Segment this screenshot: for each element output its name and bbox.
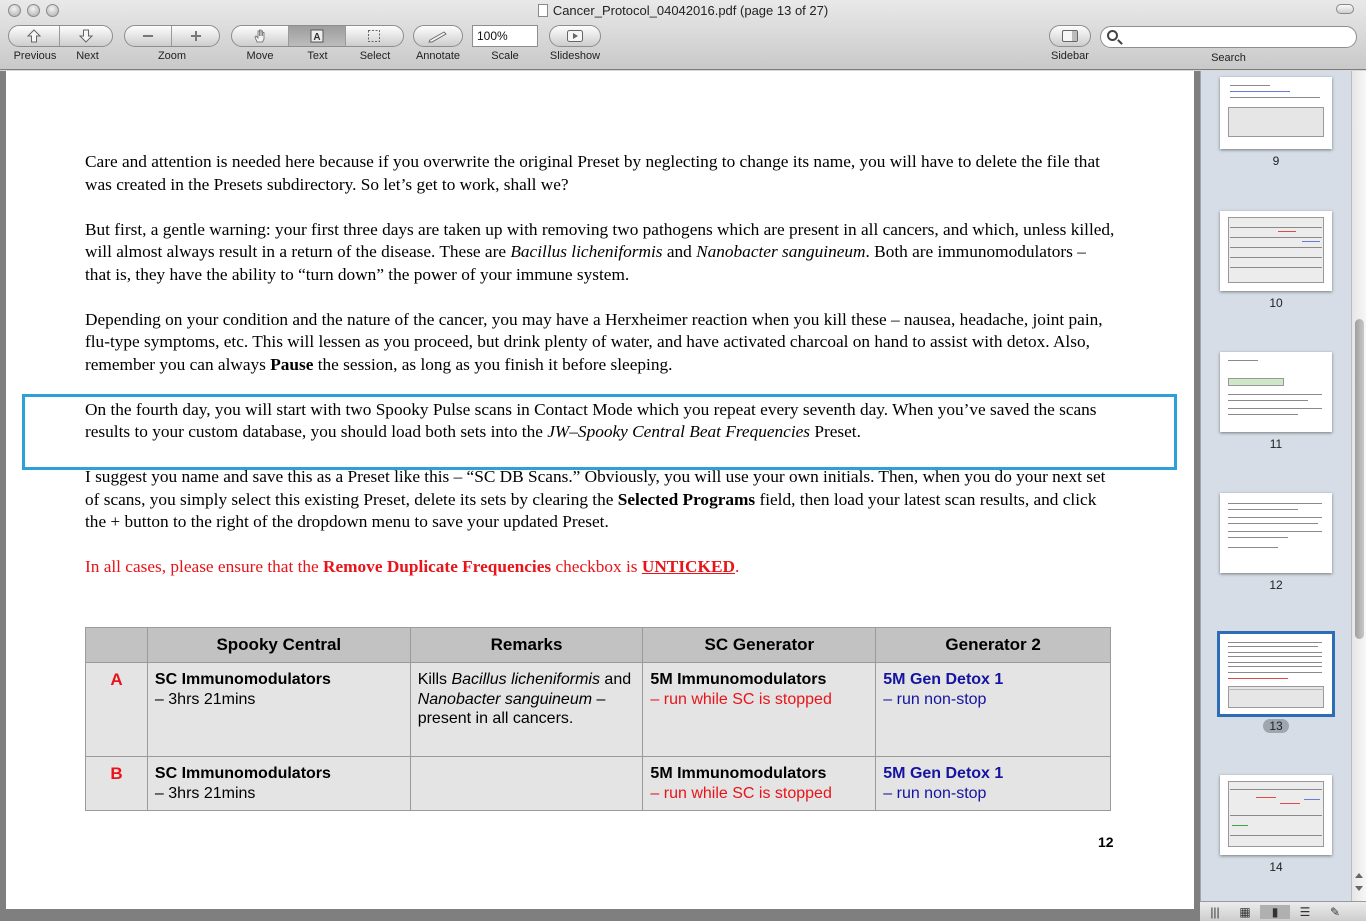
zoom-in-button[interactable] xyxy=(172,26,219,46)
arrow-down-icon xyxy=(78,28,94,44)
select-label: Select xyxy=(359,50,391,62)
table-header-spooky-central: Spooky Central xyxy=(147,628,410,663)
thumbnail-page-13[interactable] xyxy=(1220,634,1332,733)
search-icon xyxy=(1107,30,1118,41)
sidebar-icon xyxy=(1061,29,1079,43)
play-icon xyxy=(566,29,584,43)
slideshow-label: Slideshow xyxy=(549,50,601,62)
remarks-cell xyxy=(410,757,643,811)
table-header-row xyxy=(86,628,1111,663)
next-label: Next xyxy=(76,50,99,62)
list-view-icon[interactable]: ☰ xyxy=(1299,904,1311,919)
sidebar-view-bar xyxy=(1200,901,1366,921)
thumbnail-image xyxy=(1220,77,1332,149)
paragraph-5: I suggest you name and save this as a Preset like this – “SC DB Scans.” Obviously, you will use your own initials. Then, when you do your next set of scans, you simply select this existing Preset, delete its sets by clearing the Selected Programs field, then load your latest scan results, and click the + button to the right of the dropdown menu to save your updated Preset. xyxy=(85,467,1106,531)
thumbnail-page-12[interactable] xyxy=(1220,493,1332,592)
annotate-button[interactable] xyxy=(414,26,462,46)
scale-label: Scale xyxy=(491,50,519,62)
thumbnail-image xyxy=(1220,211,1332,291)
annotate-group xyxy=(413,25,463,62)
arrow-up-icon xyxy=(26,28,42,44)
sidebar-toggle-button[interactable] xyxy=(1050,26,1090,46)
window-title-bar xyxy=(0,3,1366,18)
table-row xyxy=(86,757,1111,811)
paragraph-1: Care and attention is needed here because if you overwrite the original Preset by neglecting to change its name, you will have to delete the file that was created in the Presets subdirectory. So let’s get to work, shall we? xyxy=(85,152,1100,194)
sc-generator-cell: 5M Immunomodulators – run while SC is stopped xyxy=(643,757,876,811)
table-header-blank xyxy=(86,628,148,663)
text-cursor-icon xyxy=(309,28,325,44)
remarks-cell: Kills Bacillus licheniformis and Nanobacter sanguineum – present in all cancers. xyxy=(410,663,643,757)
table-row xyxy=(86,663,1111,757)
search-input[interactable] xyxy=(1123,29,1351,45)
column-view-icon[interactable]: ||| xyxy=(1210,904,1220,919)
thumbnail-label: 13 xyxy=(1263,719,1288,733)
text-tool-button[interactable] xyxy=(289,26,345,46)
thumbnail-page-10[interactable] xyxy=(1220,211,1332,310)
scale-input[interactable] xyxy=(472,25,538,47)
sidebar-toggle-group xyxy=(1049,25,1091,62)
paragraph-2: But first, a gentle warning: your first three days are taken up with removing two pathogens which are present in all cancers, and which, unless killed, will almost always result in a return of the disease. These are Bacillus licheniformis and Nanobacter sanguineum. Both are immunomodulators – that is, they have the ability to “turn down” the power of your immune system. xyxy=(85,219,1115,284)
table-header-remarks: Remarks xyxy=(410,628,643,663)
grid-view-icon[interactable]: ▦ xyxy=(1239,904,1251,919)
search-field[interactable] xyxy=(1100,26,1357,48)
zoom-label: Zoom xyxy=(157,50,187,62)
table-header-generator-2: Generator 2 xyxy=(876,628,1111,663)
scrollbar-thumb[interactable] xyxy=(1355,319,1364,639)
previous-label: Previous xyxy=(13,50,57,62)
thumbnail-page-11[interactable] xyxy=(1220,352,1332,451)
text-label: Text xyxy=(307,50,328,62)
move-label: Move xyxy=(246,50,274,62)
scroll-up-arrow-icon[interactable] xyxy=(1355,873,1363,878)
sidebar-label: Sidebar xyxy=(1051,50,1089,62)
thumbnail-image xyxy=(1220,634,1332,714)
document-view[interactable] xyxy=(0,71,1200,921)
pencil-icon xyxy=(427,29,449,43)
row-label: A xyxy=(86,663,148,757)
zoom-out-button[interactable] xyxy=(125,26,172,46)
previous-button[interactable] xyxy=(9,26,60,46)
page-navigation-group xyxy=(8,25,113,62)
page-number: 12 xyxy=(1098,834,1114,850)
warning-paragraph: In all cases, please ensure that the Remove Duplicate Frequencies checkbox is UNTICKED. xyxy=(85,557,740,576)
hand-icon xyxy=(252,28,268,44)
thumbnail-sidebar[interactable] xyxy=(1200,71,1351,901)
thumbnail-label: 14 xyxy=(1269,860,1283,874)
row-label: B xyxy=(86,757,148,811)
thumbnail-label: 12 xyxy=(1269,578,1283,592)
thumbnail-image xyxy=(1220,493,1332,573)
spooky-central-cell: SC Immunomodulators – 3hrs 21mins xyxy=(147,757,410,811)
thumbnail-label: 9 xyxy=(1272,154,1280,168)
generator-2-cell: 5M Gen Detox 1 – run non-stop xyxy=(876,663,1111,757)
zoom-group xyxy=(124,25,220,62)
thumbnail-view-icon[interactable]: ▮ xyxy=(1260,905,1290,919)
scroll-down-arrow-icon[interactable] xyxy=(1355,886,1363,891)
page-body xyxy=(85,151,1115,601)
next-button[interactable] xyxy=(60,26,112,46)
slideshow-button[interactable] xyxy=(550,26,600,46)
move-tool-button[interactable] xyxy=(232,26,289,46)
sidebar-scrollbar[interactable] xyxy=(1351,71,1366,901)
toolbar xyxy=(0,0,1366,70)
toolbar-toggle-button[interactable] xyxy=(1336,4,1354,14)
minus-icon xyxy=(141,29,155,43)
thumbnail-page-9[interactable] xyxy=(1220,77,1332,168)
window-title: Cancer_Protocol_04042016.pdf (page 13 of 27) xyxy=(552,3,829,18)
generator-2-cell: 5M Gen Detox 1 – run non-stop xyxy=(876,757,1111,811)
table-header-sc-generator: SC Generator xyxy=(643,628,876,663)
plus-icon xyxy=(189,29,203,43)
paragraph-4-highlighted: On the fourth day, you will start with two Spooky Pulse scans in Contact Mode which you repeat every seventh day. When you’ve saved the scans results to your custom database, you should load both sets into the JW–Spooky Central Beat Frequencies Preset. xyxy=(85,399,1097,441)
select-tool-button[interactable] xyxy=(346,26,403,46)
thumbnail-image xyxy=(1220,352,1332,432)
pdf-page[interactable] xyxy=(6,71,1194,909)
tool-mode-group xyxy=(231,25,404,62)
edit-icon[interactable]: ✎ xyxy=(1329,904,1341,919)
slideshow-group xyxy=(549,25,601,62)
protocol-table xyxy=(85,627,1111,811)
thumbnail-label: 11 xyxy=(1269,437,1283,451)
sc-generator-cell: 5M Immunomodulators – run while SC is stopped xyxy=(643,663,876,757)
thumbnail-page-14[interactable] xyxy=(1220,775,1332,874)
thumbnail-image xyxy=(1220,775,1332,855)
scale-group xyxy=(472,25,538,62)
pdf-document-icon xyxy=(538,4,548,17)
svg-text:A: A xyxy=(313,32,321,43)
spooky-central-cell: SC Immunomodulators – 3hrs 21mins xyxy=(147,663,410,757)
thumbnail-label: 10 xyxy=(1269,296,1283,310)
marquee-icon xyxy=(366,28,382,44)
paragraph-3: Depending on your condition and the nature of the cancer, you may have a Herxheimer reaction when you kill these – nausea, headache, joint pain, flu-type symptoms, etc. This will lessen as you proceed, but drink plenty of water, and have activated charcoal on hand to assist with detox. Also, remember you can always Pause the session, as long as you finish it before sleeping. xyxy=(85,309,1103,374)
search-label: Search xyxy=(1211,52,1246,64)
annotate-label: Annotate xyxy=(415,50,461,62)
